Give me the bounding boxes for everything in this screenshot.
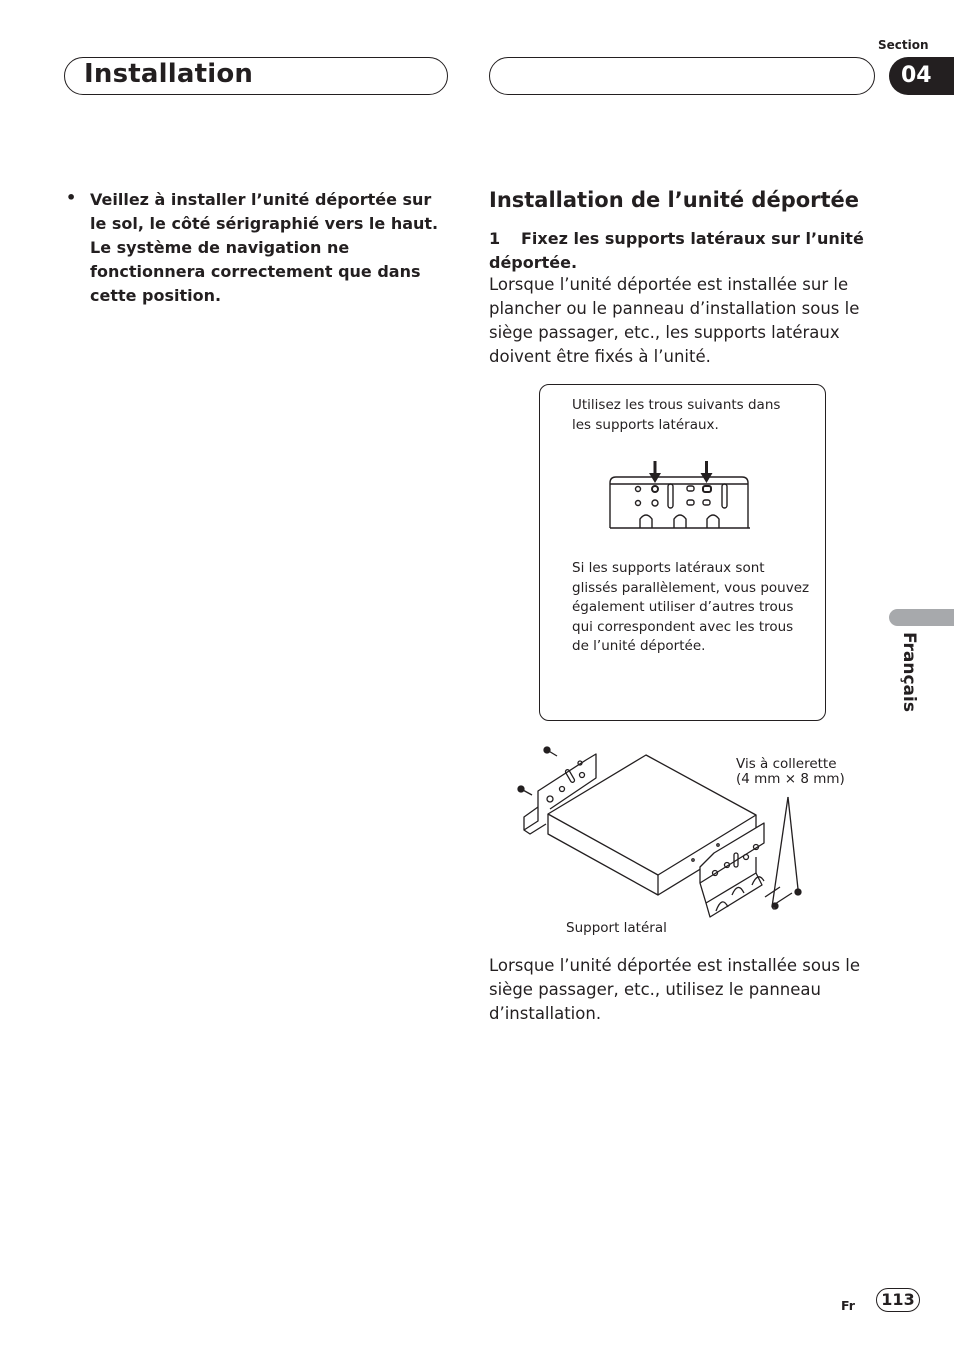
language-label: Français [899, 632, 919, 712]
figure-note-holes: Utilisez les trous suivants dans les supports latéraux. [572, 397, 781, 433]
language-code: Fr [841, 1298, 855, 1313]
placement-warning: Veillez à installer l’unité déportée sur le sol, le côté sérigraphié vers le haut. Le système de navigation ne fonctionnera correctement que dans cette position. [90, 190, 439, 305]
page-number: 113 [876, 1288, 920, 1312]
section-number-badge: 04 [889, 57, 954, 95]
figure-note-alternate-holes: Si les supports latéraux sont glissés parallèlement, vous pouvez également utiliser d’autres trous qui correspondent avec les trous de l’unité déportée. [572, 560, 810, 654]
bracket-label: Support latéral [566, 920, 667, 936]
bullet-marker: • [66, 188, 77, 207]
section-heading: Installation de l’unité déportée [489, 188, 860, 212]
header-frame [489, 57, 875, 95]
page-title: Installation [84, 59, 254, 89]
screw-label-line1: Vis à collerette [736, 756, 837, 772]
step-1 [489, 227, 874, 275]
screw-label [736, 757, 845, 787]
section-label: Section [878, 38, 929, 52]
step-instruction: Fixez les supports latéraux sur l’unité déportée. [489, 229, 864, 272]
side-bracket-illustration [600, 455, 760, 535]
screw-label-line2: (4 mm × 8 mm) [736, 771, 845, 787]
paragraph-floor-install: Lorsque l’unité déportée est installée sur le plancher ou le panneau d’installation sous le siège passager, etc., les supports latéraux doivent être fixés à l’unité. [489, 275, 860, 366]
paragraph-seat-install: Lorsque l’unité déportée est installée sous le siège passager, etc., utilisez le panneau d’installation. [489, 956, 861, 1023]
language-tab [889, 609, 954, 626]
step-number: 1 [489, 229, 501, 248]
